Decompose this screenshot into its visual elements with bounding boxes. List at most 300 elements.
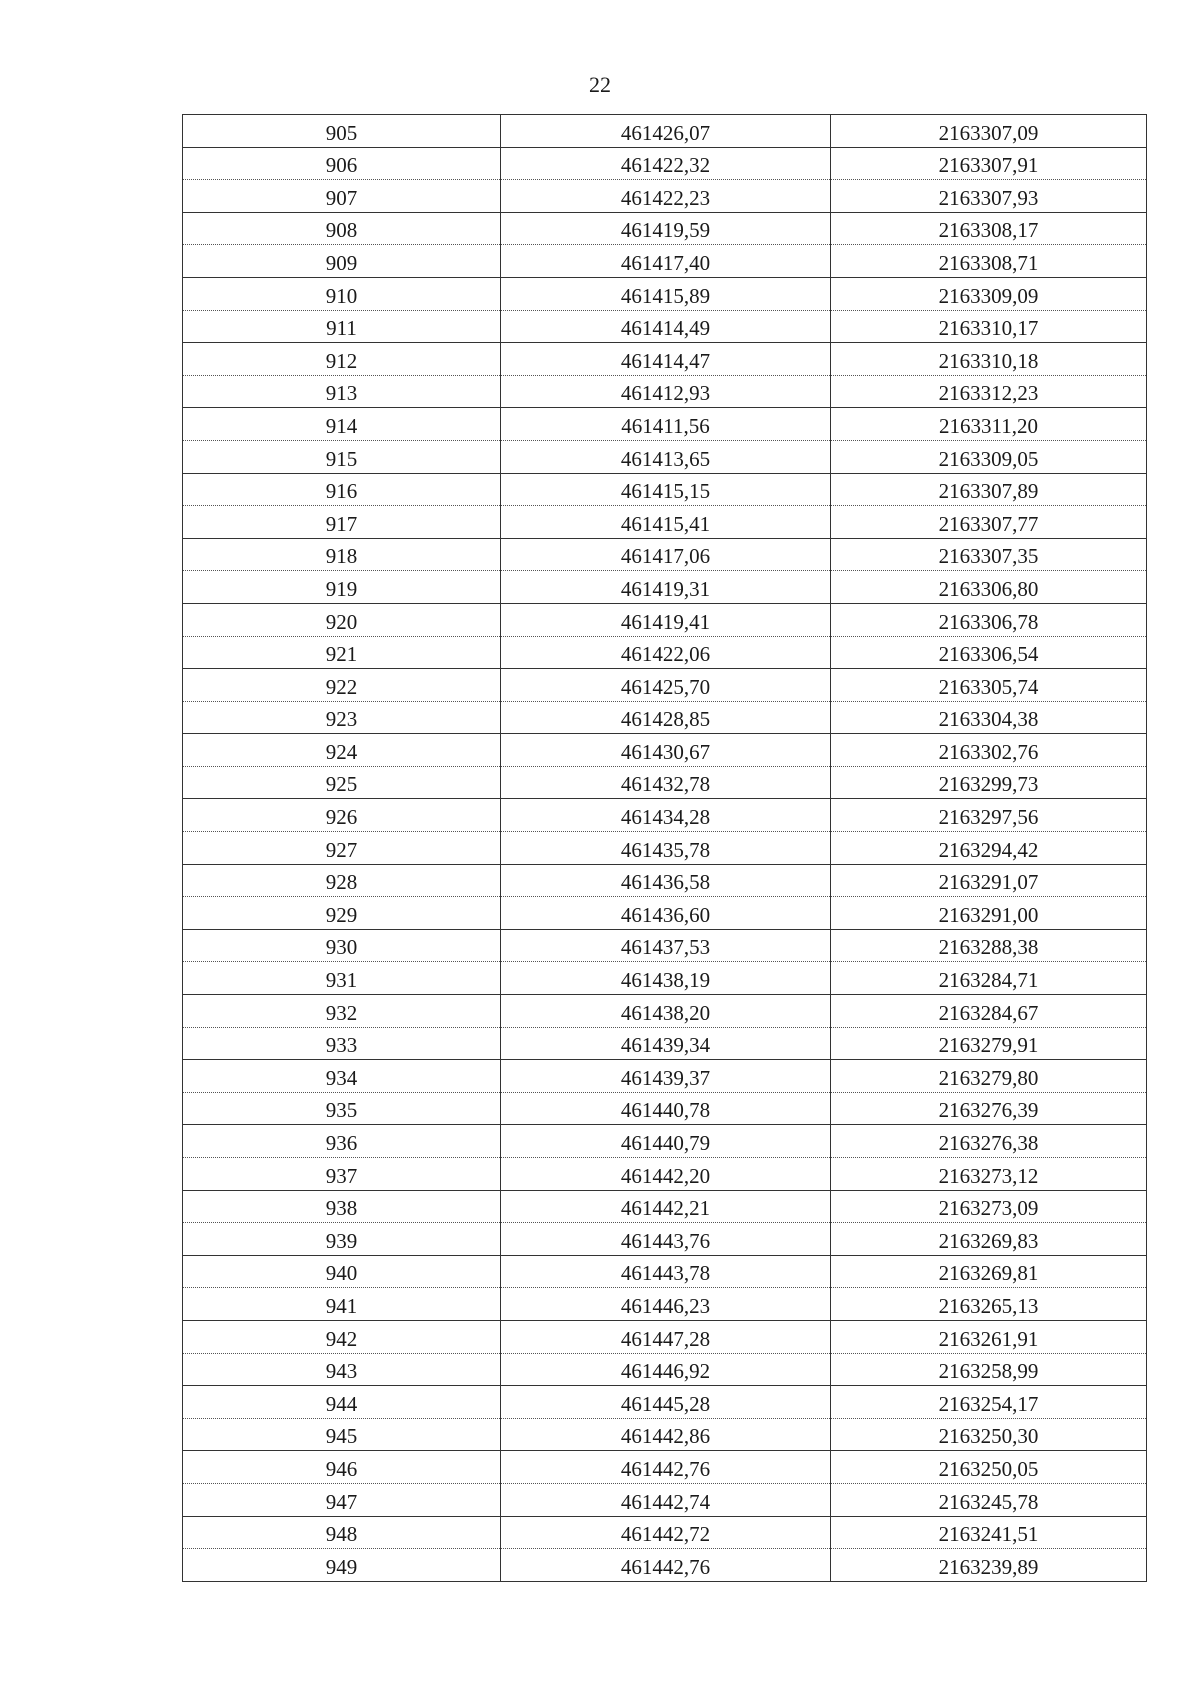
x-coordinate-cell <box>501 1320 831 1353</box>
y-coordinate-cell <box>831 473 1147 506</box>
table-row <box>183 1255 1147 1288</box>
point-number-cell <box>183 1092 501 1125</box>
cell-text: 461417,40 <box>620 250 711 275</box>
y-coordinate-cell <box>831 115 1147 148</box>
x-coordinate-cell <box>501 799 831 832</box>
cell-text: 461442,72 <box>620 1522 711 1547</box>
table-row <box>183 1125 1147 1158</box>
x-coordinate-cell <box>501 310 831 343</box>
point-number-cell <box>183 506 501 539</box>
x-coordinate-cell <box>501 832 831 865</box>
cell-text: 919 <box>325 576 358 601</box>
y-coordinate-cell <box>831 1320 1147 1353</box>
cell-text: 2163311,20 <box>939 413 1038 438</box>
cell-text: 943 <box>325 1359 358 1384</box>
point-number-cell <box>183 962 501 995</box>
table-row <box>183 1288 1147 1321</box>
cell-text: 2163239,89 <box>938 1554 1039 1579</box>
cell-text: 933 <box>325 1033 358 1058</box>
x-coordinate-cell <box>501 1190 831 1223</box>
x-coordinate-cell <box>501 1353 831 1386</box>
point-number-cell <box>183 1516 501 1549</box>
table-row <box>183 1386 1147 1419</box>
y-coordinate-cell <box>831 929 1147 962</box>
cell-text: 2163250,30 <box>938 1424 1039 1449</box>
cell-text: 2163279,80 <box>938 1065 1039 1090</box>
cell-text: 2163302,76 <box>938 739 1039 764</box>
cell-text: 920 <box>325 609 358 634</box>
point-number-cell <box>183 1320 501 1353</box>
cell-text: 2163297,56 <box>938 805 1039 830</box>
cell-text: 2163309,09 <box>938 283 1039 308</box>
cell-text: 2163306,80 <box>938 576 1039 601</box>
cell-text: 2163307,09 <box>938 120 1039 145</box>
x-coordinate-cell <box>501 375 831 408</box>
cell-text: 2163276,38 <box>938 1131 1039 1155</box>
table-row <box>183 962 1147 995</box>
cell-text: 2163309,05 <box>938 446 1039 471</box>
cell-text: 2163254,17 <box>938 1391 1039 1416</box>
point-number-cell <box>183 1027 501 1060</box>
cell-text: 914 <box>325 413 358 438</box>
y-coordinate-cell <box>831 440 1147 473</box>
y-coordinate-cell <box>831 766 1147 799</box>
x-coordinate-cell <box>501 1060 831 1093</box>
table-row <box>183 180 1147 213</box>
y-coordinate-cell <box>831 1092 1147 1125</box>
y-coordinate-cell <box>831 1255 1147 1288</box>
y-coordinate-cell <box>831 1190 1147 1223</box>
point-number-cell <box>183 1549 501 1582</box>
cell-text: 2163307,35 <box>938 544 1039 569</box>
x-coordinate-cell <box>501 1418 831 1451</box>
x-coordinate-cell <box>501 408 831 441</box>
cell-text: 461442,74 <box>620 1489 711 1514</box>
cell-text: 940 <box>325 1261 358 1286</box>
point-number-cell <box>183 1483 501 1516</box>
x-coordinate-cell <box>501 1516 831 1549</box>
table-row <box>183 538 1147 571</box>
y-coordinate-cell <box>831 1549 1147 1582</box>
cell-text: 461439,37 <box>620 1065 711 1090</box>
table-row <box>183 1451 1147 1484</box>
x-coordinate-cell <box>501 701 831 734</box>
cell-text: 461411,56 <box>621 413 710 438</box>
table-row <box>183 832 1147 865</box>
y-coordinate-cell <box>831 212 1147 245</box>
table-row <box>183 995 1147 1028</box>
table-row <box>183 245 1147 278</box>
table-row <box>183 1353 1147 1386</box>
x-coordinate-cell <box>501 864 831 897</box>
cell-text: 2163261,91 <box>938 1326 1039 1351</box>
cell-text: 461434,28 <box>620 805 711 830</box>
cell-text: 947 <box>325 1489 358 1514</box>
point-number-cell <box>183 277 501 310</box>
cell-text: 935 <box>325 1098 358 1123</box>
cell-text: 2163258,99 <box>938 1359 1039 1384</box>
cell-text: 2163288,38 <box>938 935 1039 960</box>
cell-text: 925 <box>325 772 358 797</box>
x-coordinate-cell <box>501 147 831 180</box>
table-row <box>183 1158 1147 1191</box>
point-number-cell <box>183 1353 501 1386</box>
table-row <box>183 310 1147 343</box>
cell-text: 913 <box>325 381 358 406</box>
x-coordinate-cell <box>501 277 831 310</box>
cell-text: 461443,76 <box>620 1228 711 1253</box>
cell-text: 949 <box>325 1554 358 1579</box>
x-coordinate-cell <box>501 571 831 604</box>
cell-text: 930 <box>325 935 358 960</box>
x-coordinate-cell <box>501 1288 831 1321</box>
cell-text: 461442,86 <box>620 1424 711 1449</box>
cell-text: 461426,07 <box>620 120 711 145</box>
cell-text: 922 <box>325 674 358 699</box>
cell-text: 461447,28 <box>620 1326 711 1351</box>
y-coordinate-cell <box>831 1451 1147 1484</box>
point-number-cell <box>183 571 501 604</box>
point-number-cell <box>183 636 501 669</box>
point-number-cell <box>183 1451 501 1484</box>
x-coordinate-cell <box>501 245 831 278</box>
cell-text: 2163265,13 <box>938 1293 1039 1318</box>
cell-text: 2163273,12 <box>938 1163 1039 1188</box>
point-number-cell <box>183 375 501 408</box>
x-coordinate-cell <box>501 995 831 1028</box>
point-number-cell <box>183 1223 501 1256</box>
table-row <box>183 929 1147 962</box>
cell-text: 2163306,78 <box>938 609 1039 634</box>
point-number-cell <box>183 1125 501 1158</box>
y-coordinate-cell <box>831 701 1147 734</box>
cell-text: 461415,15 <box>620 479 711 504</box>
table-row <box>183 701 1147 734</box>
cell-text: 461419,59 <box>620 218 711 243</box>
cell-text: 2163294,42 <box>938 837 1039 862</box>
y-coordinate-cell <box>831 1353 1147 1386</box>
cell-text: 916 <box>325 479 358 504</box>
cell-text: 461428,85 <box>620 707 711 732</box>
cell-text: 461412,93 <box>620 381 711 406</box>
x-coordinate-cell <box>501 636 831 669</box>
table-row <box>183 1516 1147 1549</box>
x-coordinate-cell <box>501 538 831 571</box>
point-number-cell <box>183 603 501 636</box>
cell-text: 461432,78 <box>620 772 711 797</box>
table-row <box>183 375 1147 408</box>
x-coordinate-cell <box>501 669 831 702</box>
cell-text: 2163312,23 <box>938 381 1039 406</box>
cell-text: 2163307,89 <box>938 479 1039 504</box>
cell-text: 934 <box>325 1065 358 1090</box>
x-coordinate-cell <box>501 343 831 376</box>
cell-text: 2163241,51 <box>938 1522 1039 1547</box>
cell-text: 923 <box>325 707 358 732</box>
y-coordinate-cell <box>831 636 1147 669</box>
cell-text: 461435,78 <box>620 837 711 862</box>
cell-text: 2163307,93 <box>938 185 1039 210</box>
cell-text: 461442,76 <box>620 1554 711 1579</box>
table-row <box>183 864 1147 897</box>
x-coordinate-cell <box>501 603 831 636</box>
cell-text: 461445,28 <box>620 1391 711 1416</box>
cell-text: 461419,31 <box>620 576 711 601</box>
cell-text: 915 <box>325 446 358 471</box>
cell-text: 461419,41 <box>620 609 711 634</box>
cell-text: 2163310,18 <box>938 348 1039 373</box>
cell-text: 461413,65 <box>620 446 711 471</box>
y-coordinate-cell <box>831 799 1147 832</box>
x-coordinate-cell <box>501 440 831 473</box>
table-row <box>183 1418 1147 1451</box>
y-coordinate-cell <box>831 506 1147 539</box>
coordinates-table <box>182 114 1147 1582</box>
y-coordinate-cell <box>831 1223 1147 1256</box>
point-number-cell <box>183 669 501 702</box>
point-number-cell <box>183 147 501 180</box>
x-coordinate-cell <box>501 1125 831 1158</box>
y-coordinate-cell <box>831 1483 1147 1516</box>
table-row <box>183 147 1147 180</box>
y-coordinate-cell <box>831 1288 1147 1321</box>
cell-text: 2163269,81 <box>938 1261 1039 1286</box>
cell-text: 937 <box>325 1163 358 1188</box>
y-coordinate-cell <box>831 1125 1147 1158</box>
cell-text: 946 <box>325 1456 358 1481</box>
point-number-cell <box>183 929 501 962</box>
cell-text: 939 <box>325 1228 358 1253</box>
point-number-cell <box>183 1190 501 1223</box>
table-row <box>183 506 1147 539</box>
y-coordinate-cell <box>831 832 1147 865</box>
point-number-cell <box>183 408 501 441</box>
cell-text: 2163291,00 <box>938 902 1039 927</box>
cell-text: 2163307,77 <box>938 511 1039 536</box>
cell-text: 461422,32 <box>620 153 711 178</box>
x-coordinate-cell <box>501 962 831 995</box>
table-row <box>183 1223 1147 1256</box>
point-number-cell <box>183 995 501 1028</box>
x-coordinate-cell <box>501 1255 831 1288</box>
point-number-cell <box>183 440 501 473</box>
table-row <box>183 408 1147 441</box>
cell-text: 928 <box>325 870 358 895</box>
y-coordinate-cell <box>831 962 1147 995</box>
point-number-cell <box>183 766 501 799</box>
cell-text: 461422,23 <box>620 185 711 210</box>
point-number-cell <box>183 1386 501 1419</box>
cell-text: 918 <box>325 544 358 569</box>
cell-text: 906 <box>325 153 358 178</box>
coordinates-table-body <box>183 115 1147 1582</box>
point-number-cell <box>183 115 501 148</box>
table-row <box>183 571 1147 604</box>
cell-text: 905 <box>325 120 358 145</box>
cell-text: 944 <box>325 1391 358 1416</box>
cell-text: 2163279,91 <box>938 1033 1039 1058</box>
cell-text: 907 <box>325 185 358 210</box>
cell-text: 911 <box>326 316 357 341</box>
point-number-cell <box>183 864 501 897</box>
x-coordinate-cell <box>501 929 831 962</box>
y-coordinate-cell <box>831 1386 1147 1419</box>
point-number-cell <box>183 473 501 506</box>
cell-text: 461439,34 <box>620 1033 711 1058</box>
x-coordinate-cell <box>501 212 831 245</box>
table-row <box>183 603 1147 636</box>
y-coordinate-cell <box>831 375 1147 408</box>
cell-text: 461425,70 <box>620 674 711 699</box>
cell-text: 461440,78 <box>620 1098 711 1123</box>
cell-text: 2163305,74 <box>938 674 1039 699</box>
x-coordinate-cell <box>501 734 831 767</box>
point-number-cell <box>183 1418 501 1451</box>
cell-text: 461442,21 <box>620 1196 711 1221</box>
table-row <box>183 1320 1147 1353</box>
table-row <box>183 1027 1147 1060</box>
cell-text: 942 <box>325 1326 358 1351</box>
cell-text: 927 <box>325 837 358 862</box>
y-coordinate-cell <box>831 995 1147 1028</box>
x-coordinate-cell <box>501 1158 831 1191</box>
y-coordinate-cell <box>831 669 1147 702</box>
cell-text: 948 <box>325 1522 358 1547</box>
cell-text: 461442,20 <box>620 1163 711 1188</box>
cell-text: 461415,41 <box>620 511 711 536</box>
cell-text: 910 <box>325 283 358 308</box>
x-coordinate-cell <box>501 180 831 213</box>
table-row <box>183 440 1147 473</box>
table-row <box>183 1092 1147 1125</box>
cell-text: 938 <box>325 1196 358 1221</box>
x-coordinate-cell <box>501 1027 831 1060</box>
table-row <box>183 897 1147 930</box>
x-coordinate-cell <box>501 897 831 930</box>
y-coordinate-cell <box>831 147 1147 180</box>
cell-text: 2163306,54 <box>938 642 1039 667</box>
table-row <box>183 115 1147 148</box>
x-coordinate-cell <box>501 1386 831 1419</box>
cell-text: 926 <box>325 805 358 830</box>
table-row <box>183 799 1147 832</box>
cell-text: 2163284,67 <box>938 1000 1039 1025</box>
y-coordinate-cell <box>831 408 1147 441</box>
point-number-cell <box>183 1060 501 1093</box>
cell-text: 2163299,73 <box>938 772 1039 797</box>
table-row <box>183 734 1147 767</box>
point-number-cell <box>183 343 501 376</box>
cell-text: 917 <box>325 511 358 536</box>
cell-text: 461415,89 <box>620 283 711 308</box>
cell-text: 2163269,83 <box>938 1228 1039 1253</box>
y-coordinate-cell <box>831 1158 1147 1191</box>
cell-text: 929 <box>325 902 358 927</box>
cell-text: 461443,78 <box>620 1261 711 1286</box>
y-coordinate-cell <box>831 864 1147 897</box>
cell-text: 909 <box>325 250 358 275</box>
table-row <box>183 669 1147 702</box>
table-row <box>183 212 1147 245</box>
x-coordinate-cell <box>501 766 831 799</box>
point-number-cell <box>183 734 501 767</box>
y-coordinate-cell <box>831 897 1147 930</box>
y-coordinate-cell <box>831 1027 1147 1060</box>
y-coordinate-cell <box>831 1060 1147 1093</box>
y-coordinate-cell <box>831 245 1147 278</box>
x-coordinate-cell <box>501 1549 831 1582</box>
cell-text: 921 <box>325 642 358 667</box>
cell-text: 924 <box>325 739 358 764</box>
table-row <box>183 277 1147 310</box>
table-row <box>183 766 1147 799</box>
y-coordinate-cell <box>831 277 1147 310</box>
cell-text: 931 <box>325 968 358 993</box>
cell-text: 2163284,71 <box>938 968 1039 993</box>
y-coordinate-cell <box>831 603 1147 636</box>
cell-text: 461446,92 <box>620 1359 711 1384</box>
cell-text: 2163245,78 <box>938 1489 1039 1514</box>
cell-text: 936 <box>325 1131 358 1155</box>
point-number-cell <box>183 310 501 343</box>
cell-text: 461438,20 <box>620 1000 711 1025</box>
cell-text: 461446,23 <box>620 1293 711 1318</box>
cell-text: 908 <box>325 218 358 243</box>
point-number-cell <box>183 180 501 213</box>
cell-text: 2163308,17 <box>938 218 1039 243</box>
point-number-cell <box>183 832 501 865</box>
x-coordinate-cell <box>501 506 831 539</box>
cell-text: 461414,47 <box>620 348 711 373</box>
y-coordinate-cell <box>831 180 1147 213</box>
cell-text: 2163276,39 <box>938 1098 1039 1123</box>
page-number: 22 <box>589 72 611 97</box>
table-row <box>183 1060 1147 1093</box>
cell-text: 461430,67 <box>620 739 711 764</box>
point-number-cell <box>183 799 501 832</box>
cell-text: 461422,06 <box>620 642 711 667</box>
cell-text: 461436,60 <box>620 902 711 927</box>
table-row <box>183 1190 1147 1223</box>
cell-text: 461438,19 <box>620 968 711 993</box>
table-row <box>183 473 1147 506</box>
point-number-cell <box>183 212 501 245</box>
cell-text: 461442,76 <box>620 1456 711 1481</box>
table-row <box>183 636 1147 669</box>
y-coordinate-cell <box>831 571 1147 604</box>
point-number-cell <box>183 245 501 278</box>
cell-text: 2163310,17 <box>938 316 1039 341</box>
cell-text: 932 <box>325 1000 358 1025</box>
point-number-cell <box>183 701 501 734</box>
y-coordinate-cell <box>831 1516 1147 1549</box>
cell-text: 2163307,91 <box>938 153 1039 178</box>
cell-text: 2163308,71 <box>938 250 1039 275</box>
cell-text: 461417,06 <box>620 544 711 569</box>
x-coordinate-cell <box>501 473 831 506</box>
cell-text: 461440,79 <box>620 1131 711 1155</box>
cell-text: 461437,53 <box>620 935 711 960</box>
point-number-cell <box>183 897 501 930</box>
x-coordinate-cell <box>501 1451 831 1484</box>
x-coordinate-cell <box>501 115 831 148</box>
cell-text: 945 <box>325 1424 358 1449</box>
cell-text: 2163250,05 <box>938 1456 1039 1481</box>
cell-text: 2163273,09 <box>938 1196 1039 1221</box>
table-row <box>183 343 1147 376</box>
point-number-cell <box>183 538 501 571</box>
x-coordinate-cell <box>501 1092 831 1125</box>
